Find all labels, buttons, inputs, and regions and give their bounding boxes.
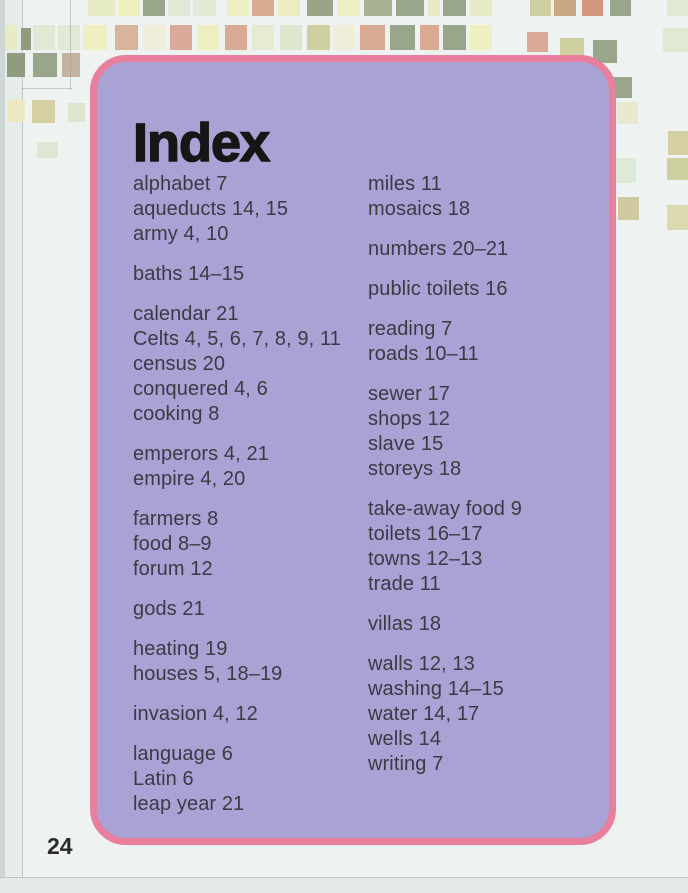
index-entry: alphabet 7 <box>133 173 228 195</box>
mosaic-tile <box>280 25 302 50</box>
index-entry: wells 14 <box>368 728 442 750</box>
mosaic-tile <box>68 103 85 122</box>
index-group <box>368 382 603 482</box>
index-entry: empire 4, 20 <box>133 468 246 490</box>
mosaic-tile <box>115 25 138 50</box>
mosaic-tile <box>390 25 415 50</box>
index-entry: mosaics 18 <box>368 198 471 220</box>
mosaic-tile <box>428 0 440 16</box>
mosaic-tile <box>443 25 466 50</box>
mosaic-tile <box>360 25 385 50</box>
index-group <box>368 317 603 367</box>
mosaic-tile <box>307 0 333 16</box>
mosaic-tile <box>554 0 576 16</box>
mosaic-tile <box>667 205 688 230</box>
mosaic-tile <box>470 25 492 50</box>
index-group <box>133 507 368 582</box>
index-entry: emperors 4, 21 <box>133 443 269 465</box>
index-group <box>133 302 368 427</box>
index-entry: miles 11 <box>368 173 442 195</box>
index-entry: heating 19 <box>133 638 228 660</box>
index-entry: storeys 18 <box>368 458 462 480</box>
index-entry: Latin 6 <box>133 768 194 790</box>
mosaic-tile <box>83 25 107 50</box>
mosaic-tile <box>7 53 25 77</box>
mosaic-tile <box>118 0 140 16</box>
page-title: Index <box>133 113 270 174</box>
index-entry: gods 21 <box>133 598 205 620</box>
index-entry: farmers 8 <box>133 508 219 530</box>
mosaic-tile <box>420 25 439 50</box>
index-entry: villas 18 <box>368 613 442 635</box>
index-entry: writing 7 <box>368 753 444 775</box>
index-group <box>133 442 368 492</box>
mosaic-tile <box>252 25 274 50</box>
mosaic-tile <box>582 0 603 16</box>
index-entry: washing 14–15 <box>368 678 504 700</box>
mosaic-tile <box>337 0 360 16</box>
index-entry: numbers 20–21 <box>368 238 509 260</box>
mosaic-tile <box>667 158 688 180</box>
mosaic-tile <box>227 0 249 16</box>
mosaic-tile <box>33 25 55 50</box>
index-entry: towns 12–13 <box>368 548 483 570</box>
index-entry: census 20 <box>133 353 226 375</box>
mosaic-tile <box>62 53 80 77</box>
index-entry: baths 14–15 <box>133 263 245 285</box>
mosaic-tile <box>618 197 639 220</box>
mosaic-tile <box>443 0 466 16</box>
index-entry: shops 12 <box>368 408 450 430</box>
index-group <box>368 652 603 777</box>
index-entry: take-away food 9 <box>368 498 522 520</box>
mosaic-tile <box>88 0 115 16</box>
mosaic-tile <box>193 0 216 16</box>
mosaic-tile <box>307 25 330 50</box>
mosaic-tile <box>530 0 551 16</box>
index-entry: toilets 16–17 <box>368 523 483 545</box>
index-group <box>133 742 368 817</box>
index-entry: public toilets 16 <box>368 278 508 300</box>
index-entry: aqueducts 14, 15 <box>133 198 289 220</box>
mosaic-tile <box>5 25 18 50</box>
index-group <box>368 277 603 302</box>
mosaic-tile <box>527 32 548 52</box>
mosaic-tile <box>33 53 57 77</box>
index-entry: water 14, 17 <box>368 703 480 725</box>
index-group <box>133 262 368 287</box>
index-entry: army 4, 10 <box>133 223 229 245</box>
index-entry: cooking 8 <box>133 403 220 425</box>
mosaic-tile <box>610 0 631 16</box>
index-entry: trade 11 <box>368 573 441 595</box>
index-group <box>133 637 368 687</box>
page-number: 24 <box>47 833 73 859</box>
mosaic-tile <box>170 25 192 50</box>
index-entry: Celts 4, 5, 6, 7, 8, 9, 11 <box>133 328 341 350</box>
mosaic-tile <box>663 28 688 52</box>
mosaic-tile <box>396 0 424 16</box>
mosaic-tile <box>225 25 247 50</box>
mosaic-tile <box>617 102 638 124</box>
index-entry: invasion 4, 12 <box>133 703 258 725</box>
index-entry: houses 5, 18–19 <box>133 663 283 685</box>
page-crease-line-horizontal <box>22 88 72 89</box>
index-entry: leap year 21 <box>133 793 245 815</box>
page-crease-line-vertical <box>70 0 71 90</box>
index-entry: calendar 21 <box>133 303 239 325</box>
index-group <box>133 702 368 727</box>
index-column-left <box>133 172 368 832</box>
mosaic-tile <box>143 0 165 16</box>
mosaic-tile <box>197 25 219 50</box>
index-entry: food 8–9 <box>133 533 212 555</box>
mosaic-tile <box>470 0 492 16</box>
mosaic-tile <box>278 0 300 16</box>
index-entry: forum 12 <box>133 558 213 580</box>
mosaic-tile <box>32 100 55 123</box>
index-group <box>368 612 603 637</box>
mosaic-tile <box>333 25 355 50</box>
mosaic-tile <box>668 131 688 155</box>
index-panel <box>90 55 616 845</box>
index-entry: reading 7 <box>368 318 453 340</box>
index-entry: roads 10–11 <box>368 343 479 365</box>
mosaic-tile <box>143 25 165 50</box>
index-entry: slave 15 <box>368 433 444 455</box>
index-group <box>133 172 368 247</box>
mosaic-tile <box>58 25 80 50</box>
index-group <box>368 237 603 262</box>
mosaic-tile <box>613 158 636 183</box>
mosaic-tile <box>8 100 25 122</box>
index-entry: conquered 4, 6 <box>133 378 268 400</box>
index-entry: walls 12, 13 <box>368 653 475 675</box>
mosaic-tile <box>37 142 58 158</box>
index-entry: language 6 <box>133 743 233 765</box>
index-entry: sewer 17 <box>368 383 450 405</box>
mosaic-tile <box>252 0 274 16</box>
mosaic-tile <box>168 0 190 16</box>
index-column-right <box>368 172 603 792</box>
mosaic-tile <box>667 0 688 16</box>
index-group <box>368 172 603 222</box>
index-group <box>133 597 368 622</box>
mosaic-tile <box>21 28 31 50</box>
index-group <box>368 497 603 597</box>
mosaic-tile <box>364 0 392 16</box>
